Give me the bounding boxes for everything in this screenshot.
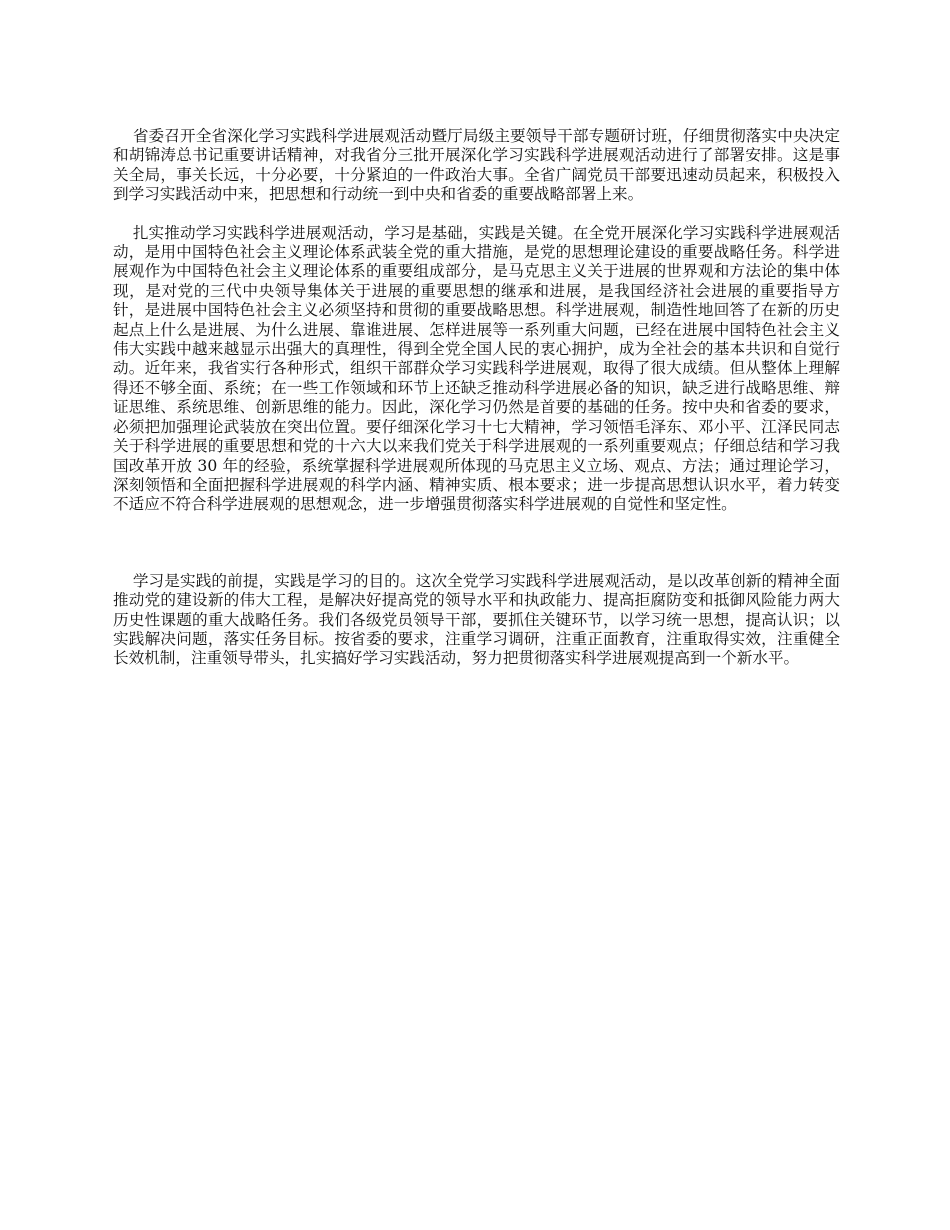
document-body <box>113 127 840 669</box>
paragraph-3: 学习是实践的前提，实践是学习的目的。这次全党学习实践科学进展观活动，是以改革创新的精神全面推动党的建设新的伟大工程，是解决好提高党的领导水平和执政能力、提高拒腐防变和抵御风险能力两大历史性课题的重大战略任务。我们各级党员领导干部，要抓住关键环节，以学习统一思想，提高认识；以实践解决问题，落实任务目标。按省委的要求，注重学习调研，注重正面教育，注重取得实效，注重健全长效机制，注重领导带头，扎实搞好学习实践活动，努力把贯彻落实科学进展观提高到一个新水平。 <box>113 571 840 668</box>
paragraph-1: 省委召开全省深化学习实践科学进展观活动暨厅局级主要领导干部专题研讨班，仔细贯彻落实中央决定和胡锦涛总书记重要讲话精神，对我省分三批开展深化学习实践科学进展观活动进行了部署安排。这是事关全局，事关长远，十分必要，十分紧迫的一件政治大事。全省广阔党员干部要迅速动员起来，积极投入到学习实践活动中来，把思想和行动统一到中央和省委的重要战略部署上来。 <box>113 127 840 204</box>
paragraph-2: 扎实推动学习实践科学进展观活动，学习是基础，实践是关键。在全党开展深化学习实践科学进展观活动，是用中国特色社会主义理论体系武装全党的重大措施，是党的思想理论建设的重要战略任务。科学进展观作为中国特色社会主义理论体系的重要组成部分，是马克思主义关于进展的世界观和方法论的集中体现，是对党的三代中央领导集体关于进展的重要思想的继承和进展，是我国经济社会进展的重要指导方针，是进展中国特色社会主义必须坚持和贯彻的重要战略思想。科学进展观，制造性地回答了在新的历史起点上什么是进展、为什么进展、靠谁进展、怎样进展等一系列重大问题，已经在进展中国特色社会主义伟大实践中越来越显示出强大的真理性，得到全党全国人民的衷心拥护，成为全社会的基本共识和自觉行动。近年来，我省实行各种形式，组织干部群众学习实践科学进展观，取得了很大成绩。但从整体上理解得还不够全面、系统；在一些工作领域和环节上还缺乏推动科学进展必备的知识，缺乏进行战略思维、辩证思维、系统思维、创新思维的能力。因此，深化学习仍然是首要的基础的任务。按中央和省委的要求，必须把加强理论武装放在突出位置。要仔细深化学习十七大精神，学习领悟毛泽东、邓小平、江泽民同志关于科学进展的重要思想和党的十六大以来我们党关于科学进展观的一系列重要观点；仔细总结和学习我国改革开放 30 年的经验，系统掌握科学进展观所体现的马克思主义立场、观点、方法；通过理论学习，深刻领悟和全面把握科学进展观的科学内涵、精神实质、根本要求；进一步提高思想认识水平，着力转变不适应不符合科学进展观的思想观念，进一步增强贯彻落实科学进展观的自觉性和坚定性。 <box>113 223 840 514</box>
paragraph-gap <box>113 515 840 572</box>
